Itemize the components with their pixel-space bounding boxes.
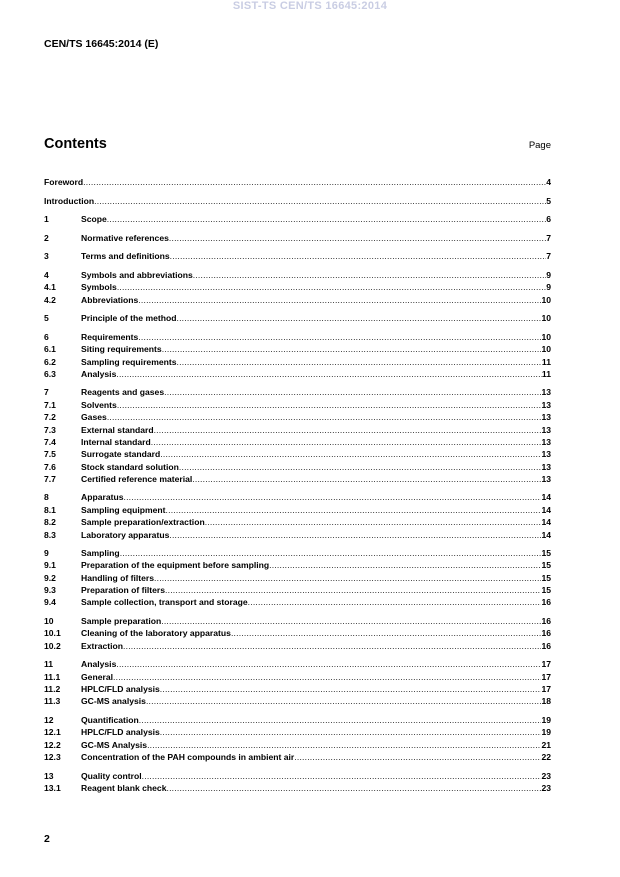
toc-leader-dots: [142, 770, 542, 782]
table-of-contents: [44, 176, 551, 794]
toc-entry-number: 12.2: [44, 739, 61, 750]
toc-entry-title: Sample collection, transport and storage: [81, 597, 248, 608]
toc-leader-dots: [83, 176, 546, 188]
toc-entry-number: 11: [44, 659, 54, 670]
toc-entry-title: Requirements: [81, 331, 139, 342]
toc-entry-number: 10: [44, 616, 54, 627]
toc-entry[interactable]: [44, 331, 551, 343]
toc-entry-title: Gases: [81, 412, 107, 423]
toc-entry[interactable]: [44, 683, 551, 695]
toc-entry-number: 10.2: [44, 640, 61, 651]
toc-leader-dots: [193, 269, 546, 281]
toc-entry-number: 8.1: [44, 504, 56, 515]
toc-entry[interactable]: [44, 411, 551, 423]
toc-entry[interactable]: [44, 491, 551, 503]
toc-leader-dots: [160, 448, 541, 460]
toc-entry[interactable]: [44, 671, 551, 683]
toc-entry-page: 13: [541, 461, 551, 472]
toc-entry-page: 10: [541, 331, 551, 342]
toc-entry-title: Analysis: [81, 659, 117, 670]
toc-entry-page: 23: [541, 782, 551, 793]
toc-leader-dots: [248, 596, 542, 608]
toc-entry-title: Solvents: [81, 399, 117, 410]
toc-entry[interactable]: [44, 343, 551, 355]
toc-entry-title: Reagents and gases: [81, 387, 165, 398]
toc-entry-title: Sample preparation/extraction: [81, 517, 205, 528]
toc-entry-title: Scope: [81, 214, 107, 225]
toc-leader-dots: [138, 294, 541, 306]
toc-entry-number: 4: [44, 269, 49, 280]
toc-entry-number: 3: [44, 251, 49, 262]
toc-entry-page: 13: [541, 473, 551, 484]
toc-entry-title: General: [81, 671, 114, 682]
toc-entry-page: 17: [541, 659, 551, 670]
toc-entry[interactable]: [44, 312, 551, 324]
toc-entry-number: 2: [44, 232, 49, 243]
toc-entry[interactable]: [44, 213, 551, 225]
toc-entry-page: 9: [546, 269, 551, 280]
toc-entry-title: Preparation of filters: [81, 585, 166, 596]
toc-entry[interactable]: [44, 739, 551, 751]
toc-leader-dots: [167, 782, 542, 794]
toc-entry-title: Sample preparation: [81, 616, 162, 627]
toc-entry-number: 10.1: [44, 628, 61, 639]
toc-entry-title: Analysis: [81, 368, 117, 379]
toc-entry-number: 11.1: [44, 671, 61, 682]
toc-leader-dots: [94, 195, 546, 207]
toc-entry-number: 9.3: [44, 585, 56, 596]
toc-entry[interactable]: [44, 176, 551, 188]
toc-entry-page: 17: [541, 671, 551, 682]
toc-entry[interactable]: [44, 627, 551, 639]
toc-entry-page: 19: [541, 727, 551, 738]
toc-entry-title: Normative references: [81, 232, 169, 243]
toc-entry[interactable]: [44, 356, 551, 368]
toc-leader-dots: [177, 312, 542, 324]
toc-entry-title: Quality control: [81, 770, 142, 781]
toc-entry-page: 15: [541, 548, 551, 559]
toc-leader-dots: [123, 640, 541, 652]
toc-entry-number: 7.4: [44, 436, 56, 447]
toc-entry-page: 4: [546, 177, 551, 187]
toc-entry-title: Preparation of the equipment before sampling: [81, 560, 270, 571]
toc-entry-title: Symbols and abbreviations: [81, 269, 193, 280]
watermark: SIST-TS CEN/TS 16645:2014: [232, 0, 388, 12]
toc-entry-page: 5: [546, 195, 551, 206]
toc-entry-page: 13: [541, 449, 551, 460]
toc-entry[interactable]: [44, 615, 551, 627]
toc-entry-page: 9: [546, 282, 551, 293]
toc-entry-page: 14: [541, 529, 551, 540]
page-column-label: Page: [528, 140, 551, 151]
page-number: 2: [44, 833, 50, 845]
toc-entry[interactable]: [44, 368, 551, 380]
toc-entry-page: 22: [541, 752, 551, 762]
toc-entry-page: 18: [541, 696, 551, 707]
toc-entry-title: Symbols: [81, 282, 117, 293]
toc-entry-number: 12: [44, 714, 54, 725]
toc-leader-dots: [169, 232, 546, 244]
toc-entry-page: 14: [541, 517, 551, 528]
toc-entry-page: 15: [541, 560, 551, 571]
toc-entry-page: 15: [541, 585, 551, 596]
toc-leader-dots: [179, 461, 542, 473]
toc-leader-dots: [160, 683, 542, 695]
toc-entry-number: 7.1: [44, 399, 56, 410]
toc-entry-number: 7.7: [44, 473, 56, 484]
toc-entry[interactable]: [44, 399, 551, 411]
toc-entry[interactable]: [44, 529, 551, 541]
toc-entry[interactable]: [44, 770, 551, 782]
toc-entry-number: 8.2: [44, 517, 56, 528]
toc-entry-number: 9.4: [44, 597, 56, 608]
toc-leader-dots: [231, 627, 542, 639]
toc-entry-page: 6: [546, 214, 551, 225]
toc-entry-number: 6: [44, 331, 49, 342]
toc-entry-page: 11: [541, 356, 551, 367]
toc-entry-number: 7: [44, 387, 49, 398]
toc-entry-title: HPLC/FLD analysis: [81, 684, 160, 695]
toc-entry-page: 23: [541, 770, 551, 781]
toc-entry-title: GC-MS analysis: [81, 696, 146, 707]
toc-entry-page: 14: [541, 504, 551, 515]
toc-entry-title: GC-MS Analysis: [81, 739, 148, 750]
toc-entry[interactable]: [44, 294, 551, 306]
toc-entry-number: 7.2: [44, 412, 56, 423]
toc-entry-number: 6.1: [44, 344, 56, 355]
toc-entry-page: 13: [541, 387, 551, 398]
toc-entry-title: Foreword: [44, 177, 84, 187]
toc-entry-title: Terms and definitions: [81, 251, 170, 262]
toc-leader-dots: [154, 424, 542, 436]
toc-entry-number: 1: [44, 214, 49, 225]
toc-entry-title: Cleaning of the laboratory apparatus: [81, 628, 231, 639]
toc-entry-page: 13: [541, 412, 551, 423]
toc-entry[interactable]: [44, 782, 551, 794]
toc-entry[interactable]: [44, 658, 551, 670]
toc-entry[interactable]: [44, 269, 551, 281]
toc-leader-dots: [107, 411, 542, 423]
toc-entry-title: Surrogate standard: [81, 449, 161, 460]
toc-leader-dots: [107, 213, 546, 225]
toc-entry-title: Apparatus: [81, 492, 124, 503]
toc-entry[interactable]: [44, 232, 551, 244]
toc-entry-title: Sampling requirements: [81, 356, 177, 367]
toc-entry-page: 19: [541, 714, 551, 725]
toc-entry[interactable]: [44, 424, 551, 436]
toc-entry-number: 7.6: [44, 461, 56, 472]
toc-leader-dots: [116, 368, 542, 380]
toc-leader-dots: [124, 491, 542, 503]
toc-entry[interactable]: [44, 584, 551, 596]
toc-entry-page: 13: [541, 399, 551, 410]
toc-leader-dots: [165, 584, 541, 596]
toc-entry-number: 9: [44, 548, 49, 559]
toc-leader-dots: [170, 250, 547, 262]
toc-entry[interactable]: [44, 516, 551, 528]
toc-entry[interactable]: [44, 714, 551, 726]
toc-entry-title: External standard: [81, 424, 154, 435]
toc-entry-page: 10: [541, 294, 551, 305]
toc-entry-title: Siting requirements: [81, 344, 162, 355]
toc-leader-dots: [138, 331, 541, 343]
toc-entry-page: 7: [546, 251, 551, 262]
toc-entry-page: 10: [541, 313, 551, 324]
toc-entry-page: 16: [541, 640, 551, 651]
toc-entry-number: 7.5: [44, 449, 56, 460]
toc-leader-dots: [161, 615, 541, 627]
toc-entry-number: 9.1: [44, 560, 56, 571]
toc-entry-number: 7.3: [44, 424, 56, 435]
toc-entry[interactable]: [44, 386, 551, 398]
toc-entry-title: Internal standard: [81, 436, 151, 447]
toc-leader-dots: [205, 516, 542, 528]
toc-leader-dots: [116, 658, 541, 670]
toc-leader-dots: [117, 281, 546, 293]
toc-entry-title: Concentration of the PAH compounds in ambient air: [81, 752, 295, 762]
toc-entry-page: 16: [541, 616, 551, 627]
toc-entry-number: 6.3: [44, 368, 56, 379]
toc-entry-title: HPLC/FLD analysis: [81, 727, 160, 738]
toc-entry-title: Handling of filters: [81, 572, 155, 583]
toc-leader-dots: [177, 356, 542, 368]
toc-entry-title: Quantification: [81, 714, 139, 725]
toc-entry-title: Laboratory apparatus: [81, 529, 170, 540]
document-id: CEN/TS 16645:2014 (E): [44, 38, 159, 50]
toc-entry-number: 8.3: [44, 529, 56, 540]
toc-leader-dots: [160, 726, 542, 738]
toc-leader-dots: [166, 504, 542, 516]
toc-entry-page: 14: [541, 492, 551, 503]
toc-entry-page: 16: [541, 628, 551, 639]
toc-entry-page: 16: [541, 597, 551, 608]
toc-entry-page: 10: [541, 344, 551, 355]
toc-entry-number: 11.3: [44, 696, 61, 707]
toc-entry-title: Abbreviations: [81, 294, 139, 305]
toc-entry-title: Reagent blank check: [81, 782, 167, 793]
toc-leader-dots: [147, 739, 541, 751]
toc-entry-number: 9.2: [44, 572, 56, 583]
toc-entry[interactable]: [44, 640, 551, 652]
toc-leader-dots: [154, 572, 541, 584]
toc-leader-dots: [164, 386, 541, 398]
toc-leader-dots: [169, 529, 541, 541]
toc-entry-page: 7: [546, 232, 551, 243]
toc-entry-number: 4.1: [44, 282, 56, 293]
toc-entry[interactable]: [44, 195, 551, 207]
toc-entry[interactable]: [44, 436, 551, 448]
toc-entry[interactable]: [44, 751, 551, 763]
toc-entry-title: Stock standard solution: [81, 461, 179, 472]
toc-entry[interactable]: [44, 559, 551, 571]
toc-entry-title: Introduction: [44, 195, 95, 206]
contents-title: Contents: [44, 136, 107, 152]
toc-leader-dots: [294, 751, 541, 763]
toc-leader-dots: [162, 343, 542, 355]
toc-entry[interactable]: [44, 695, 551, 707]
toc-entry-title: Sampling equipment: [81, 504, 166, 515]
toc-entry-page: 21: [541, 739, 551, 750]
toc-leader-dots: [269, 559, 541, 571]
toc-entry-title: Sampling: [81, 548, 120, 559]
toc-entry[interactable]: [44, 504, 551, 516]
toc-entry-page: 13: [541, 436, 551, 447]
toc-entry[interactable]: [44, 461, 551, 473]
toc-entry-number: 8: [44, 492, 49, 503]
toc-entry[interactable]: [44, 596, 551, 608]
toc-entry[interactable]: [44, 572, 551, 584]
toc-entry-number: 13.1: [44, 782, 61, 793]
toc-leader-dots: [120, 547, 542, 559]
toc-entry-page: 13: [541, 424, 551, 435]
toc-entry[interactable]: [44, 726, 551, 738]
toc-entry-page: 15: [541, 572, 551, 583]
toc-leader-dots: [146, 695, 541, 707]
toc-entry-title: Certified reference material: [81, 473, 193, 484]
toc-leader-dots: [151, 436, 542, 448]
toc-entry[interactable]: [44, 250, 551, 262]
toc-leader-dots: [192, 473, 541, 485]
toc-entry[interactable]: [44, 448, 551, 460]
toc-entry-number: 6.2: [44, 356, 56, 367]
toc-entry-number: 11.2: [44, 684, 61, 695]
toc-entry-number: 13: [44, 770, 54, 781]
toc-leader-dots: [139, 714, 542, 726]
toc-entry-title: Extraction: [81, 640, 124, 651]
toc-entry-title: Principle of the method: [81, 313, 177, 324]
toc-leader-dots: [117, 399, 542, 411]
toc-entry[interactable]: [44, 281, 551, 293]
toc-entry-number: 5: [44, 313, 49, 324]
toc-leader-dots: [113, 671, 541, 683]
toc-entry-page: 17: [541, 684, 551, 695]
toc-entry-number: 12.1: [44, 727, 61, 738]
toc-entry-number: 12.3: [44, 752, 61, 762]
toc-entry[interactable]: [44, 547, 551, 559]
toc-entry-page: 11: [541, 368, 551, 379]
toc-entry[interactable]: [44, 473, 551, 485]
toc-entry-number: 4.2: [44, 294, 56, 305]
